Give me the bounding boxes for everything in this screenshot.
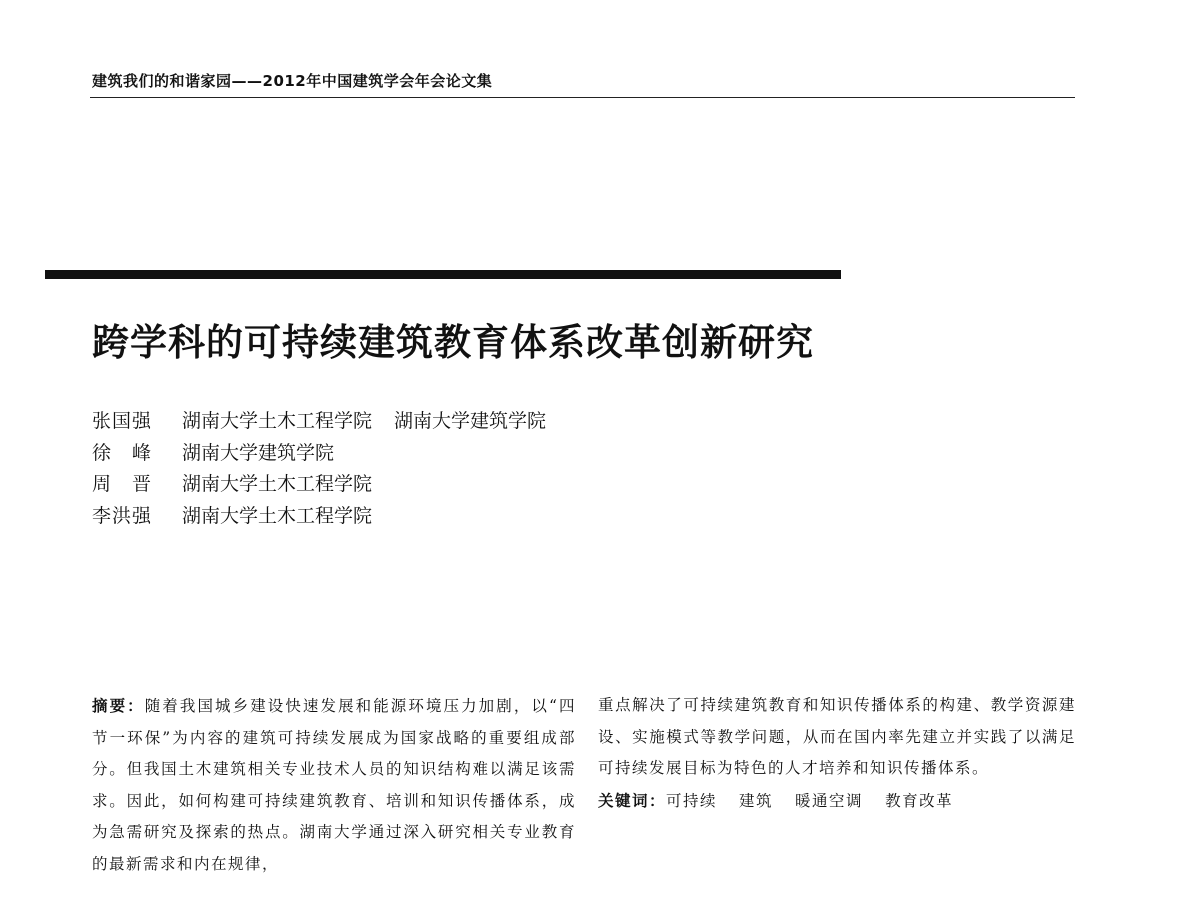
keywords-label: 关键词： xyxy=(598,790,667,810)
keyword: 建筑 xyxy=(739,791,774,810)
title-bar xyxy=(45,270,841,279)
keyword: 暖通空调 xyxy=(795,791,864,810)
abstract-text-right: 重点解决了可持续建筑教育和知识传播体系的构建、教学资源建设、实施模式等教学问题，从而在国内率先建立并实践了以满足可持续发展目标为特色的人才培养和知识传播体系。 xyxy=(598,696,1076,777)
author-row xyxy=(92,406,546,438)
author-row xyxy=(92,438,546,470)
running-header: 建筑我们的和谐家园——2012年中国建筑学会年会论文集 xyxy=(92,72,493,90)
author-affiliation: 湖南大学土木工程学院 xyxy=(182,473,373,495)
abstract-text-left: 随着我国城乡建设快速发展和能源环境压力加剧，以“四节一环保”为内容的建筑可持续发展成为国家战略的重要组成部分。但我国土木建筑相关专业技术人员的知识结构难以满足该需求。因此，如何构建可持续建筑教育、培训和知识传播体系，成为急需研究及探索的热点。湖南大学通过深入研究相关专业教育的最新需求和内在规律， xyxy=(92,697,576,873)
keyword: 可持续 xyxy=(666,791,718,810)
abstract-label: 摘要： xyxy=(92,696,145,715)
author-list xyxy=(92,406,546,532)
abstract-column-right xyxy=(598,690,1076,817)
keywords-line xyxy=(598,785,1076,818)
author-affiliation: 湖南大学土木工程学院 xyxy=(182,504,373,527)
author-affiliation: 湖南大学建筑学院 xyxy=(182,441,335,464)
keyword: 教育改革 xyxy=(885,791,954,810)
author-affiliation: 湖南大学建筑学院 xyxy=(394,410,547,432)
author-name: 张国强 xyxy=(92,410,153,432)
author-row xyxy=(92,501,546,533)
author-name: 李洪强 xyxy=(92,504,153,527)
abstract-column-left xyxy=(92,690,576,880)
author-affiliation: 湖南大学土木工程学院 xyxy=(182,410,373,432)
paper-title: 跨学科的可持续建筑教育体系改革创新研究 xyxy=(92,321,814,364)
author-name: 周 晋 xyxy=(92,473,153,495)
author-row xyxy=(92,469,546,501)
header-rule xyxy=(90,97,1075,98)
author-name: 徐 峰 xyxy=(92,441,153,464)
